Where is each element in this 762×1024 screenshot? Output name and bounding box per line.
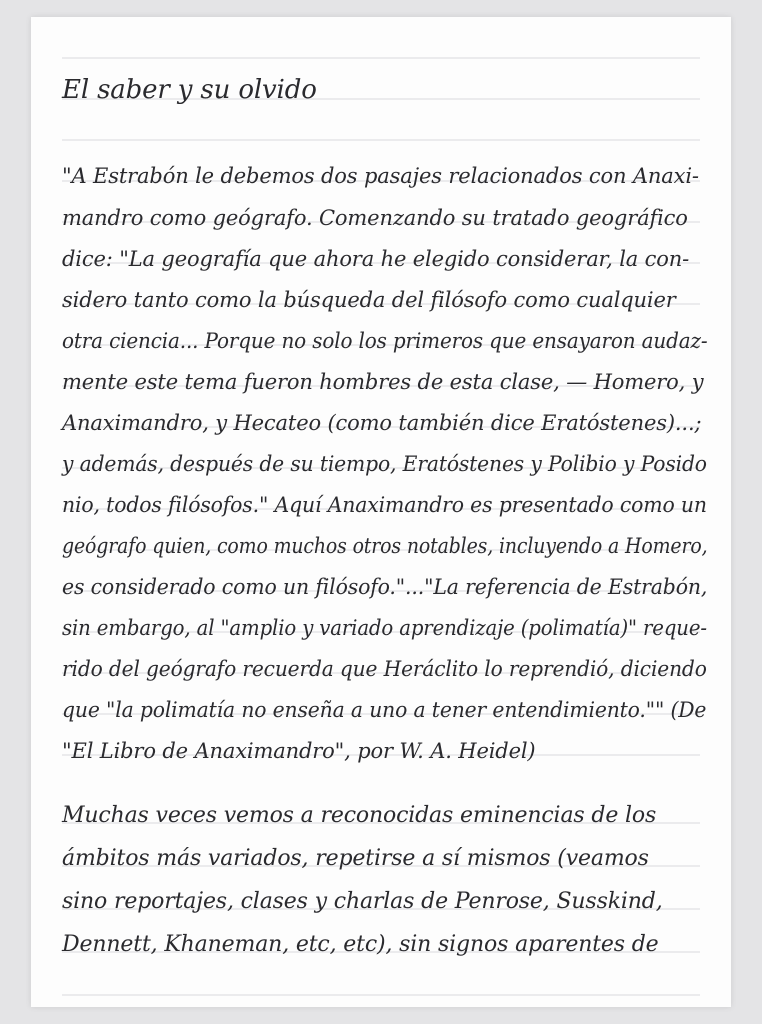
- paragraph-1-line: "A Estrabón le debemos dos pasajes relacionados con Anaxi-: [62, 164, 699, 188]
- paragraph-1-line: es considerado como un filósofo."..."La referencia de Estrabón,: [62, 575, 708, 599]
- paragraph-1-line: rido del geógrafo recuerda que Heráclito lo reprendió, diciendo: [62, 657, 707, 681]
- paragraph-2-line: Dennett, Khaneman, etc, etc), sin signos aparentes de: [62, 932, 659, 957]
- paragraph-1-line: y además, después de su tiempo, Eratóstenes y Polibio y Posido: [62, 452, 707, 476]
- paragraph-1-line: mente este tema fueron hombres de esta clase, — Homero, y: [62, 370, 704, 394]
- paragraph-1-line: nio, todos filósofos." Aquí Anaximandro es presentado como un: [62, 493, 707, 517]
- page-title: El saber y su olvido: [62, 75, 317, 105]
- paragraph-1-line: dice: "La geografía que ahora he elegido considerar, la con-: [62, 247, 690, 271]
- paragraph-1-line: otra ciencia... Porque no solo los primeros que ensayaron audaz-: [62, 329, 708, 353]
- paragraph-2-line: Muchas veces vemos a reconocidas eminencias de los: [62, 803, 657, 828]
- paragraph-1-line: "El Libro de Anaximandro", por W. A. Heidel): [62, 739, 536, 763]
- paragraph-1-line: Anaximandro, y Hecateo (como también dice Eratóstenes)...;: [62, 411, 702, 435]
- paragraph-1-line: sidero tanto como la búsqueda del filósofo como cualquier: [62, 288, 676, 312]
- notebook-page: [31, 17, 731, 1007]
- paragraph-2-line: sino reportajes, clases y charlas de Penrose, Susskind,: [62, 889, 663, 914]
- paragraph-1-line: mandro como geógrafo. Comenzando su tratado geográfico: [62, 206, 688, 230]
- paragraph-1-line: sin embargo, al "amplio y variado aprendizaje (polimatía)" reque-: [62, 616, 707, 640]
- paragraph-1-line: que "la polimatía no enseña a uno a tener entendimiento."" (De: [62, 698, 707, 722]
- paragraph-2-line: ámbitos más variados, repetirse a sí mismos (veamos: [62, 846, 649, 871]
- paragraph-1-line: geógrafo quien, como muchos otros notables, incluyendo a Homero,: [62, 534, 708, 558]
